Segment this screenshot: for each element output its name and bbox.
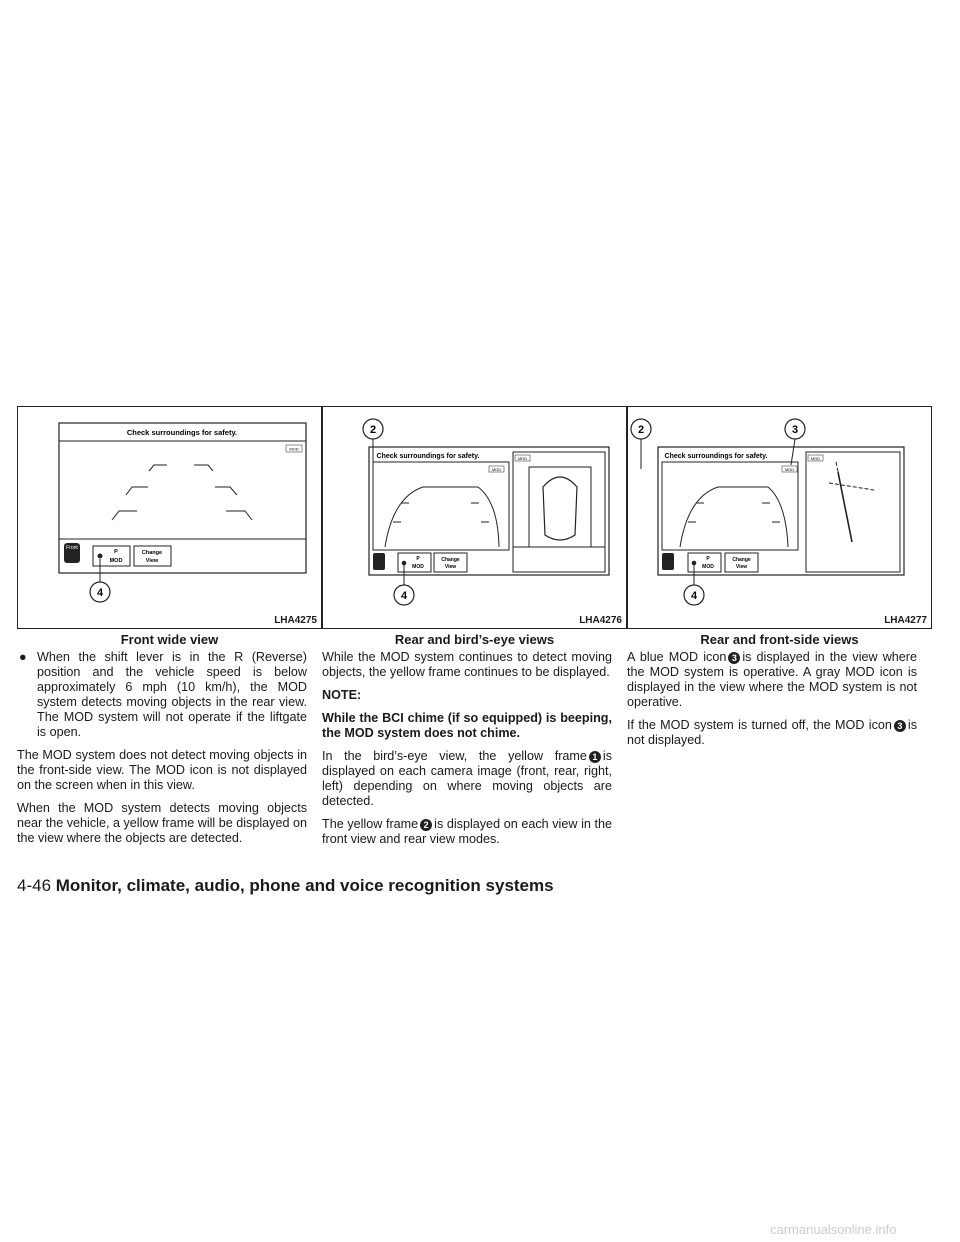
- mod-small-label: MOD: [784, 467, 795, 472]
- figure-front-wide-view: [17, 406, 322, 629]
- p-label: P: [114, 549, 118, 555]
- p-label: P: [706, 556, 710, 562]
- page-number: 4-46: [17, 876, 52, 895]
- text-run: is not displayed.: [627, 718, 917, 747]
- bullet-mark: ●: [19, 650, 27, 664]
- figure-rear-front-side: [627, 406, 932, 629]
- ref-3-icon: 3: [728, 652, 740, 664]
- ref-2-icon: 2: [420, 819, 432, 831]
- callout-4-text: 4: [690, 590, 698, 602]
- text-run: is displayed on each view in the front view and rear view modes.: [322, 817, 612, 846]
- change-label: Change: [732, 557, 751, 563]
- figure-code: LHA4276: [579, 615, 622, 626]
- figure-rear-birds-eye: [322, 406, 627, 629]
- check-surroundings-text: Check surroundings for safety.: [126, 428, 238, 437]
- check-surroundings-text: Check surroundings for safety.: [664, 453, 768, 460]
- figure-code: LHA4275: [274, 615, 317, 626]
- paragraph: When the MOD system detects moving objects near the vehicle, a yellow frame will be displayed on the view where the objects are detected.: [17, 801, 307, 845]
- caption-rear-birds-eye: Rear and bird’s-eye views: [394, 632, 555, 647]
- mod-small-label: MOD: [289, 446, 299, 452]
- column-3: [627, 650, 917, 756]
- paragraph: [322, 817, 612, 847]
- view-label: View: [444, 564, 457, 570]
- rear-front-side-diagram: [628, 407, 933, 630]
- callout-2-text: 2: [637, 424, 645, 436]
- check-surroundings-text: Check surroundings for safety.: [376, 453, 480, 460]
- mod-small-label: MOD: [491, 467, 502, 472]
- mod-button-label: MOD: [109, 558, 123, 564]
- watermark: carmanualsonline.info: [770, 1222, 897, 1237]
- view-label: View: [735, 564, 748, 570]
- section-title: Monitor, climate, audio, phone and voice recognition systems: [55, 876, 554, 895]
- ref-3-icon: 3: [894, 720, 906, 732]
- caption-rear-front-side: Rear and front-side views: [700, 632, 859, 647]
- text-run: is displayed in the view where the MOD system is operative. A gray MOD icon is displayed in the view where the MOD system is not operative.: [627, 650, 918, 709]
- mod-button-label: MOD: [412, 564, 424, 570]
- front-label: Front: [66, 545, 78, 551]
- bullet-paragraph: [17, 650, 307, 740]
- mod-small-label-2: MOD: [810, 456, 821, 461]
- ref-1-icon: 1: [589, 751, 601, 763]
- column-2: [322, 650, 612, 855]
- paragraph: [627, 718, 917, 748]
- bullet-text: When the shift lever is in the R (Reverse) position and the vehicle speed is below approximately 6 mph (10 km/h), the MOD system detects moving objects in the rear view. The MOD system will not operate if the liftgate is open.: [37, 650, 307, 739]
- callout-2-text: 2: [369, 424, 377, 436]
- front-wide-diagram: [18, 407, 323, 630]
- text-run: In the bird’s-eye view, the yellow frame: [322, 749, 587, 763]
- car-top-view: [543, 477, 577, 540]
- paragraph: While the MOD system continues to detect moving objects, the yellow frame continues to be displayed.: [322, 650, 612, 679]
- callout-3-text: 3: [791, 424, 799, 436]
- callout-4-text: 4: [96, 587, 104, 599]
- column-1: [17, 650, 307, 854]
- camera-icon: [662, 553, 674, 570]
- text-run: The yellow frame: [322, 817, 419, 831]
- page-footer: [17, 876, 554, 896]
- caption-front-wide-view: Front wide view: [120, 632, 219, 647]
- text-run: If the MOD system is turned off, the MOD icon: [627, 718, 892, 732]
- p-label: P: [416, 556, 420, 562]
- view-label: View: [145, 558, 159, 564]
- note-body: While the BCI chime (if so equipped) is beeping, the MOD system does not chime.: [322, 711, 612, 740]
- paragraph: [322, 749, 612, 809]
- change-label: Change: [441, 557, 460, 563]
- text-run: is displayed on each camera image (front, rear, right, left) depending on where moving objects are detected.: [322, 749, 612, 808]
- guide-lines: [112, 465, 252, 520]
- paragraph: [627, 650, 917, 710]
- change-label: Change: [141, 550, 163, 556]
- note-title: NOTE:: [322, 688, 362, 702]
- callout-4-text: 4: [400, 590, 408, 602]
- paragraph: The MOD system does not detect moving objects in the front-side view. The MOD icon is not displayed on the screen when in this view.: [17, 748, 307, 792]
- mod-button-label: MOD: [702, 564, 714, 570]
- rear-birds-eye-diagram: [323, 407, 628, 630]
- mod-small-label-2: MOD: [517, 456, 528, 461]
- figure-code: LHA4277: [884, 615, 927, 626]
- camera-icon: [373, 553, 385, 570]
- text-run: A blue MOD icon: [627, 650, 727, 664]
